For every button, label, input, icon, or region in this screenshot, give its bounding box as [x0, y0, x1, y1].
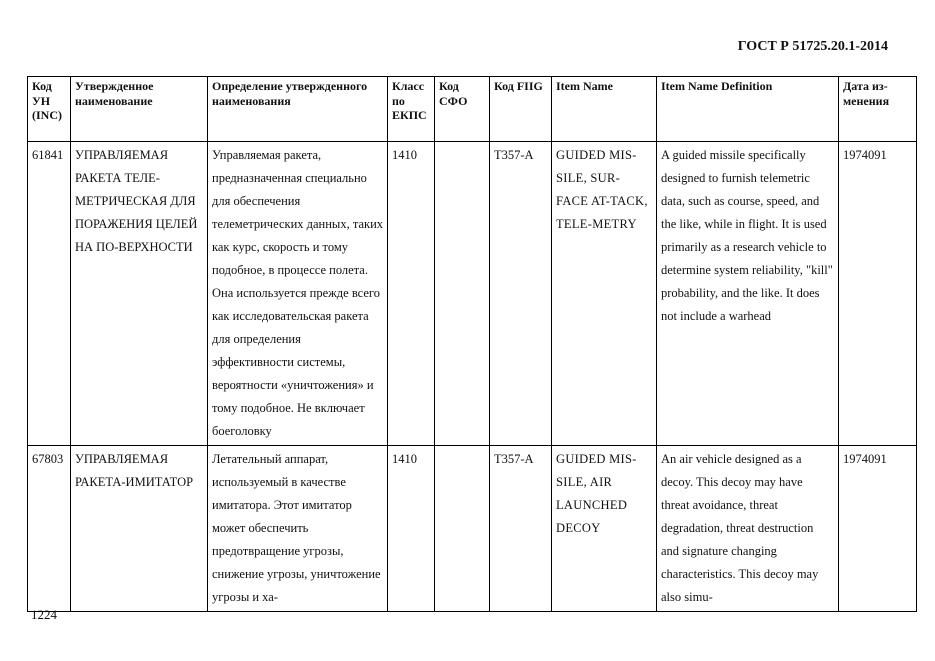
catalog-table: [27, 76, 917, 612]
column-header-approved-name: Утвержденное наименование: [71, 77, 208, 142]
cell-definition: Управляемая ракета, предназначенная специально для обеспечения телеметрических данных, таких как курс, скорость и тому подобное, в процессе полета. Она используется прежде всего как исследовательская ракета для определения эффективности системы, вероятности «уничтожения» и тому подобное. Не включает боеголовку: [208, 142, 388, 446]
column-header-item-definition: Item Name Definition: [657, 77, 839, 142]
cell-approved-name: УПРАВЛЯЕМАЯ РАКЕТА ТЕЛЕ-МЕТРИЧЕСКАЯ ДЛЯ ПОРАЖЕНИЯ ЦЕЛЕЙ НА ПО-ВЕРХНОСТИ: [71, 142, 208, 446]
column-header-sfo: Код СФО: [435, 77, 490, 142]
page-number: 1224: [31, 607, 57, 622]
table-header-row: [28, 77, 917, 142]
cell-item-definition: An air vehicle designed as a decoy. This decoy may have threat avoidance, threat degradation, threat destruction and signature changing characteristics. This decoy may also simu-: [657, 446, 839, 612]
table-row: [28, 446, 917, 612]
cell-fiig: T357-A: [490, 142, 552, 446]
table-row: [28, 142, 917, 446]
document-header: ГОСТ Р 51725.20.1-2014: [737, 39, 888, 54]
column-header-change-date: Дата из-менения: [839, 77, 917, 142]
cell-sfo: [435, 142, 490, 446]
cell-inc: 67803: [28, 446, 71, 612]
cell-inc: 61841: [28, 142, 71, 446]
column-header-inc: Код УН (INC): [28, 77, 71, 142]
cell-definition: Летательный аппарат, используемый в качестве имитатора. Этот имитатор может обеспечить предотвращение угрозы, снижение угрозы, уничтожение угрозы и ха-: [208, 446, 388, 612]
column-header-item-name: Item Name: [552, 77, 657, 142]
cell-approved-name: УПРАВЛЯЕМАЯ РАКЕТА-ИМИТАТОР: [71, 446, 208, 612]
cell-change-date: 1974091: [839, 142, 917, 446]
cell-change-date: 1974091: [839, 446, 917, 612]
column-header-class: Класс по ЕКПС: [388, 77, 435, 142]
column-header-fiig: Код FIIG: [490, 77, 552, 142]
cell-item-definition: A guided missile specifically designed to furnish telemetric data, such as course, speed, and the like, while in flight. It is used primarily as a research vehicle to determine system reliability, "kill" probability, and the like. It does not include a warhead: [657, 142, 839, 446]
cell-sfo: [435, 446, 490, 612]
cell-item-name: GUIDED MIS-SILE, AIR LAUNCHED DECOY: [552, 446, 657, 612]
cell-fiig: T357-A: [490, 446, 552, 612]
column-header-definition: Определение утвержденного наименования: [208, 77, 388, 142]
cell-item-name: GUIDED MIS-SILE, SUR-FACE AT-TACK, TELE-METRY: [552, 142, 657, 446]
cell-class: 1410: [388, 446, 435, 612]
cell-class: 1410: [388, 142, 435, 446]
